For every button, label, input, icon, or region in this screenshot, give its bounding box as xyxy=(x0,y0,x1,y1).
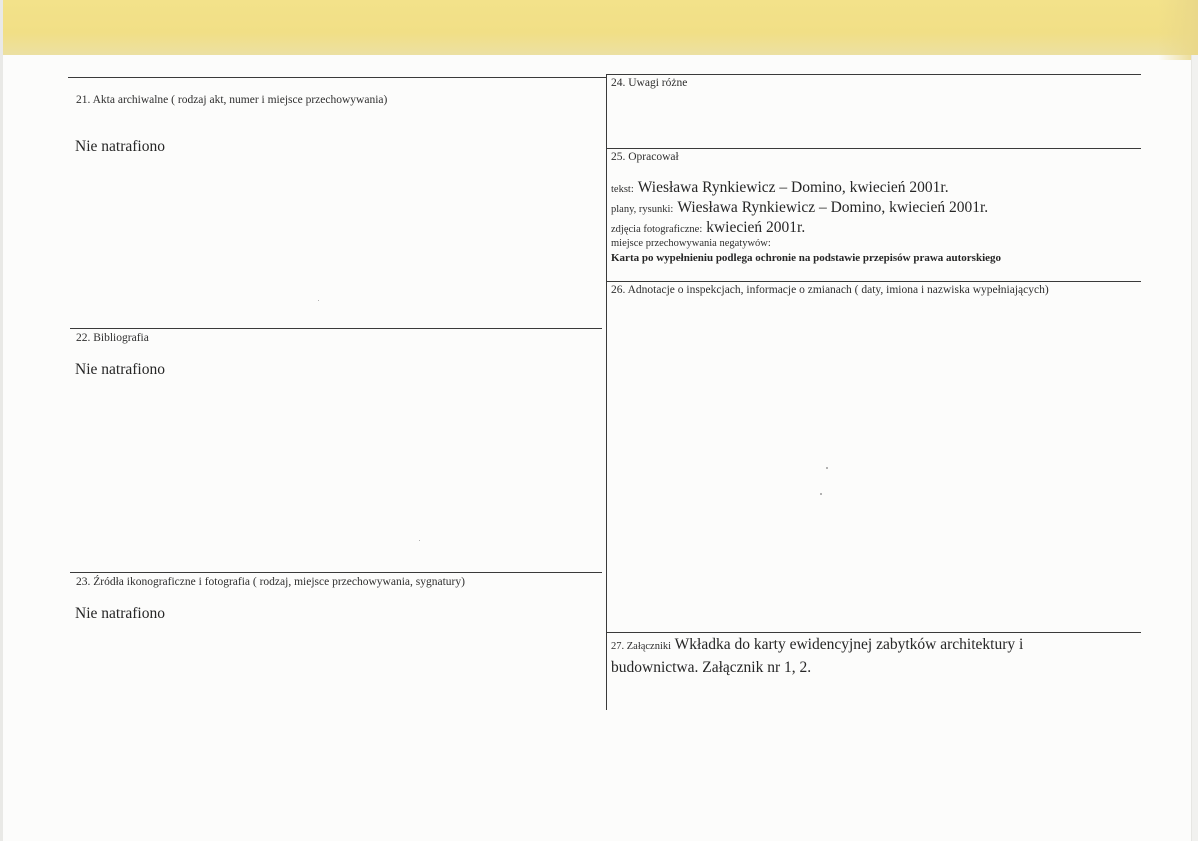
section-21-value: Nie natrafiono xyxy=(75,138,165,155)
section-25-plans-value: Wiesława Rynkiewicz – Domino, kwiecień 2001r. xyxy=(677,199,989,216)
section-22-value: Nie natrafiono xyxy=(75,361,165,378)
column-divider xyxy=(606,74,607,710)
rule-section-25 xyxy=(607,148,1141,149)
section-27-value-line2: budownictwa. Załącznik nr 1, 2. xyxy=(611,659,812,676)
scan-speck xyxy=(820,493,822,495)
section-23-label: 23. Źródła ikonograficzne i fotografia ( rodzaj, miejsce przechowywania, sygnatury) xyxy=(76,576,465,588)
scan-speck xyxy=(419,540,420,541)
section-24-label: 24. Uwagi różne xyxy=(611,77,688,89)
section-25-plans-label: plany, rysunki: xyxy=(611,204,674,215)
paper-left-edge xyxy=(0,0,3,841)
section-25-label: 25. Opracował xyxy=(611,151,679,163)
section-25-text-value: Wiesława Rynkiewicz – Domino, kwiecień 2001r. xyxy=(637,179,949,196)
scan-speck xyxy=(826,467,828,469)
section-26-label: 26. Adnotacje o inspekcjach, informacje o zmianach ( daty, imiona i nazwiska wypełniających) xyxy=(611,284,1049,296)
section-27-block xyxy=(611,634,1081,678)
section-25-negatives-label: miejsce przechowywania negatywów: xyxy=(611,238,771,249)
rule-top-right xyxy=(607,74,1141,75)
yellow-top-band xyxy=(0,0,1198,55)
section-25-text-row xyxy=(611,179,949,197)
section-25-plans-row xyxy=(611,199,988,217)
rule-section-23 xyxy=(70,572,602,573)
section-25-text-label: tekst: xyxy=(611,184,634,195)
paper-right-edge xyxy=(1191,55,1198,841)
section-25-photos-label: zdjęcia fotograficzne: xyxy=(611,224,703,235)
scan-speck xyxy=(318,300,319,301)
section-25-photos-row xyxy=(611,219,805,237)
section-23-value: Nie natrafiono xyxy=(75,605,165,622)
rule-section-27 xyxy=(607,632,1141,633)
section-25-photos-value: kwiecień 2001r. xyxy=(706,219,806,236)
section-27-label: 27. Załączniki xyxy=(611,641,672,652)
section-22-label: 22. Bibliografia xyxy=(76,332,149,344)
rule-top-left xyxy=(68,77,606,78)
rule-section-22 xyxy=(70,328,602,329)
copyright-note: Karta po wypełnieniu podlega ochronie na podstawie przepisów prawa autorskiego xyxy=(611,252,1002,264)
section-21-label: 21. Akta archiwalne ( rodzaj akt, numer i miejsce przechowywania) xyxy=(76,94,388,106)
section-27-value-line1: Wkładka do karty ewidencyjnej zabytków architektury i xyxy=(674,636,1024,653)
rule-section-26 xyxy=(607,281,1141,282)
